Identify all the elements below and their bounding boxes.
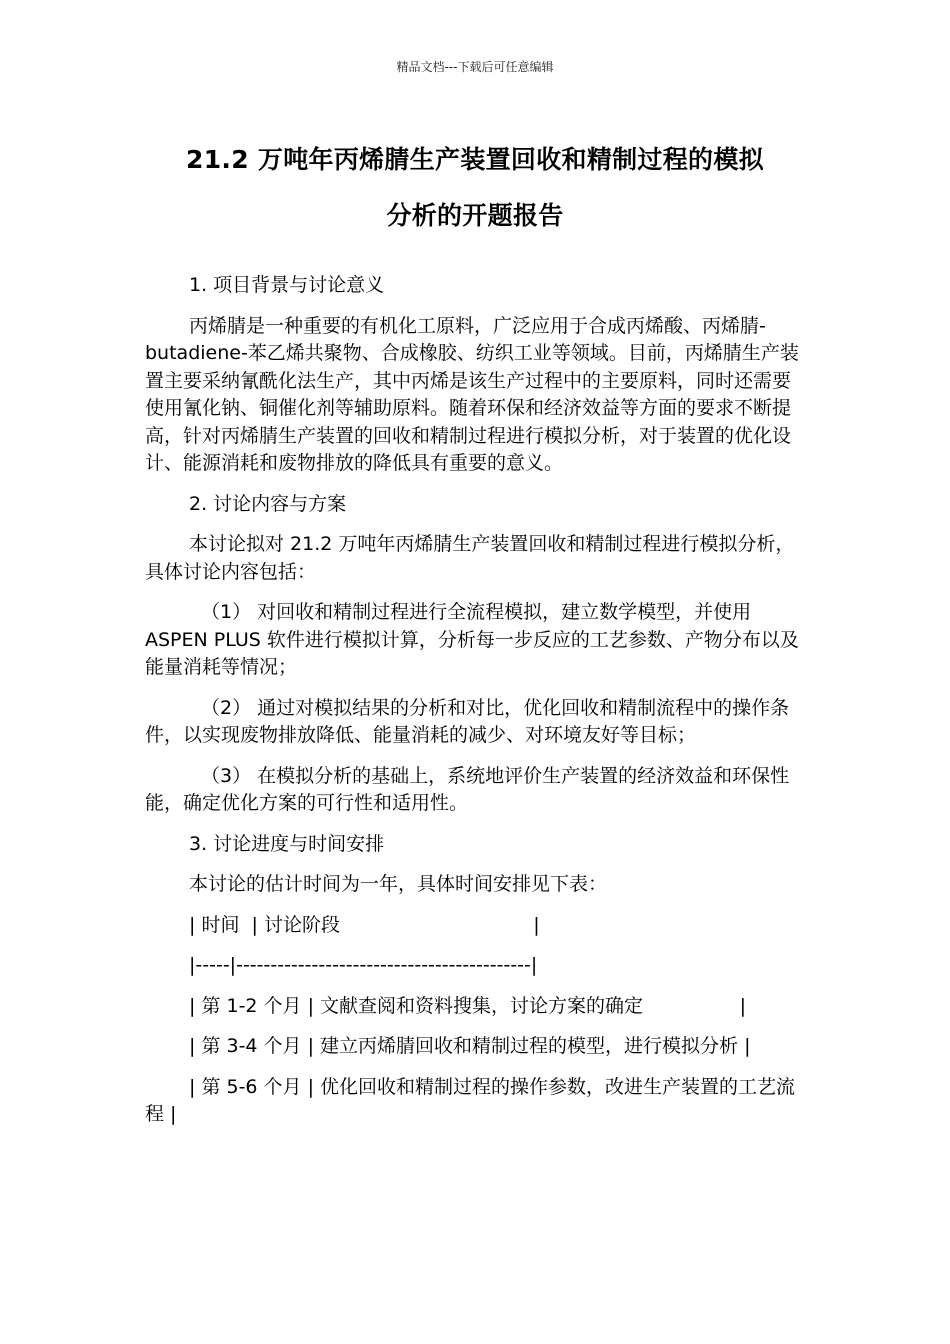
content-item-1: （1） 对回收和精制过程进行全流程模拟，建立数学模型，并使用 ASPEN PLUS 软件进行模拟计算，分析每一步反应的工艺参数、产物分布以及能量消耗等情况； <box>145 601 799 678</box>
schedule-table-row: | 第 1-2 个月 | 文献查阅和资料搜集，讨论方案的确定 | <box>189 994 747 1017</box>
section-1-heading: 1. 项目背景与讨论意义 <box>189 274 385 296</box>
document-title-line-2: 分析的开题报告 <box>386 201 564 230</box>
schedule-table-row: | 第 3-4 个月 | 建立丙烯腈回收和精制过程的模型，进行模拟分析 | <box>189 1035 751 1057</box>
page-header-note: 精品文档---下载后可任意编辑 <box>396 60 554 74</box>
section-1-paragraph: 丙烯腈是一种重要的有机化工原料，广泛应用于合成丙烯酸、丙烯腈-butadiene-苯乙烯共聚物、合成橡胶、纺织工业等领域。目前，丙烯腈生产装置主要采纳氰酰化法生产，其中丙烯是该生产过程中的主要原料，同时还需要使用氰化钠、铜催化剂等辅助原料。随着环保和经济效益等方面的要求不断提高，针对丙烯腈生产装置的回收和精制过程进行模拟分析，对于装置的优化设计、能源消耗和废物排放的降低具有重要的意义。 <box>145 314 799 474</box>
section-2-heading: 2. 讨论内容与方案 <box>189 492 347 515</box>
schedule-table-row: | 第 5-6 个月 | 优化回收和精制过程的操作参数，改进生产装置的工艺流程 | <box>145 1075 796 1125</box>
section-3-intro: 本讨论的估计时间为一年，具体时间安排见下表： <box>189 873 608 895</box>
schedule-table-separator: |-----|-------------------------------------------| <box>189 954 538 976</box>
document-body <box>145 272 807 1142</box>
document-title-line-1: 21.2 万吨年丙烯腈生产装置回收和精制过程的模拟 <box>186 145 764 174</box>
content-item-2: （2） 通过对模拟结果的分析和对比，优化回收和精制流程中的操作条件，以实现废物排放降低、能量消耗的减少、对环境友好等目标； <box>145 696 790 746</box>
section-2-intro: 本讨论拟对 21.2 万吨年丙烯腈生产装置回收和精制过程进行模拟分析，具体讨论内容包括： <box>145 533 795 583</box>
content-item-3: （3） 在模拟分析的基础上，系统地评价生产装置的经济效益和环保性能，确定优化方案的可行性和适用性。 <box>145 764 790 814</box>
schedule-table-header: | 时间 | 讨论阶段 | <box>189 913 540 936</box>
section-3-heading: 3. 讨论进度与时间安排 <box>189 832 385 855</box>
